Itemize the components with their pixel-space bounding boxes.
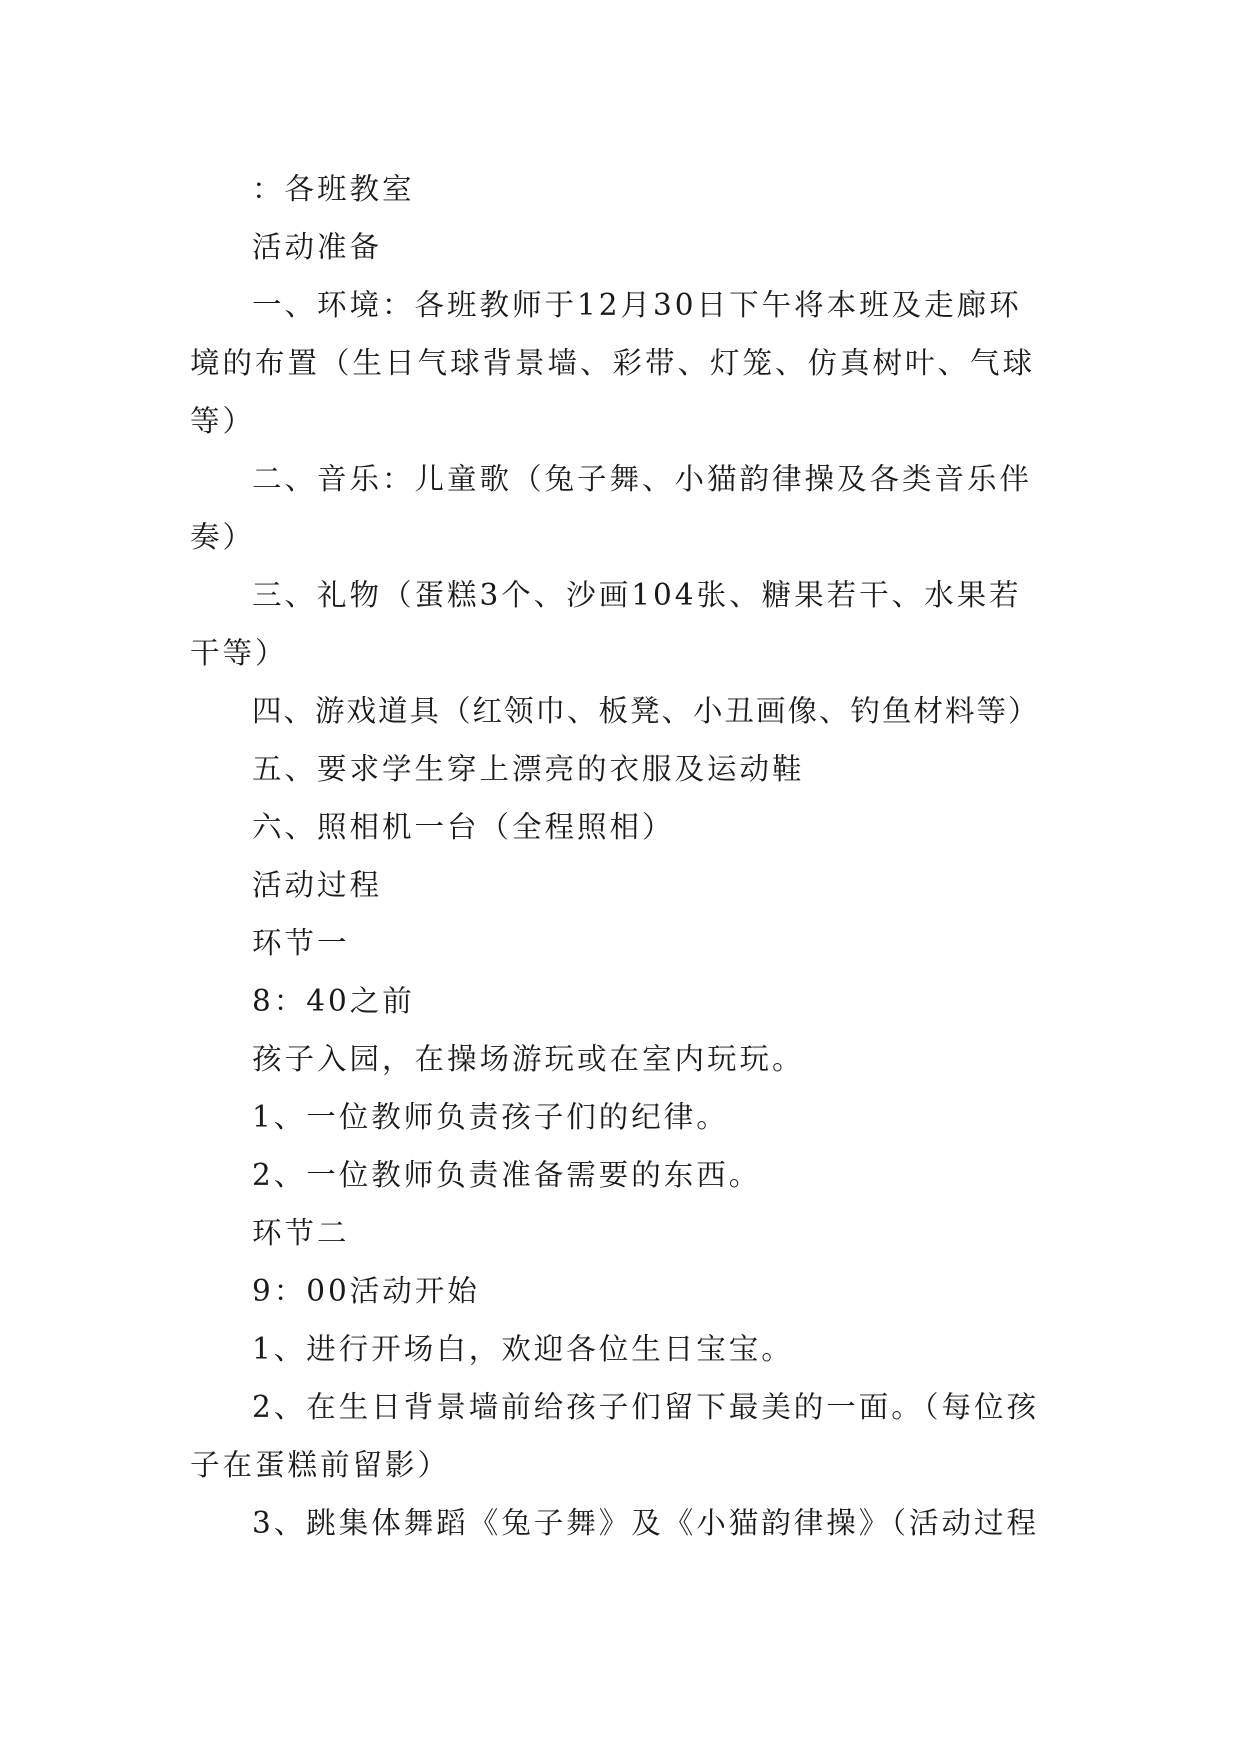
heading-section-one: 环节一 bbox=[252, 926, 350, 960]
paragraph-clothing: 五、要求学生穿上漂亮的衣服及运动鞋 bbox=[252, 752, 805, 786]
paragraph-time-0840: 8：40之前 bbox=[252, 984, 415, 1018]
heading-activity-preparation: 活动准备 bbox=[252, 230, 383, 264]
paragraph-game-props: 四、游戏道具（红领巾、板凳、小丑画像、钓鱼材料等） bbox=[252, 694, 1040, 728]
list-item-photo: 2、在生日背景墙前给孩子们留下最美的一面。（每位孩子在蛋糕前留影） bbox=[190, 1390, 1040, 1482]
paragraph-arrival: 孩子入园，在操场游玩或在室内玩玩。 bbox=[252, 1042, 805, 1076]
list-item-dance: 3、跳集体舞蹈《兔子舞》及《小猫韵律操》（活动过程 bbox=[252, 1506, 1040, 1540]
heading-section-two: 环节二 bbox=[252, 1216, 350, 1250]
paragraph-gifts: 三、礼物（蛋糕3个、沙画104张、糖果若干、水果若干等） bbox=[190, 578, 1022, 670]
document-body bbox=[190, 160, 1052, 1552]
heading-activity-process: 活动过程 bbox=[252, 868, 383, 902]
paragraph-environment: 一、环境：各班教师于12月30日下午将本班及走廊环境的布置（生日气球背景墙、彩带、灯笼、仿真树叶、气球等） bbox=[190, 288, 1036, 438]
paragraph-time-0900: 9：00活动开始 bbox=[252, 1274, 480, 1308]
paragraph-music: 二、音乐：儿童歌（兔子舞、小猫韵律操及各类音乐伴奏） bbox=[190, 462, 1033, 554]
paragraph-location: ：各班教室 bbox=[252, 172, 415, 206]
list-item-preparation: 2、一位教师负责准备需要的东西。 bbox=[252, 1158, 762, 1192]
list-item-opening: 1、进行开场白，欢迎各位生日宝宝。 bbox=[252, 1332, 794, 1366]
list-item-discipline: 1、一位教师负责孩子们的纪律。 bbox=[252, 1100, 729, 1134]
paragraph-camera: 六、照相机一台（全程照相） bbox=[252, 810, 675, 844]
